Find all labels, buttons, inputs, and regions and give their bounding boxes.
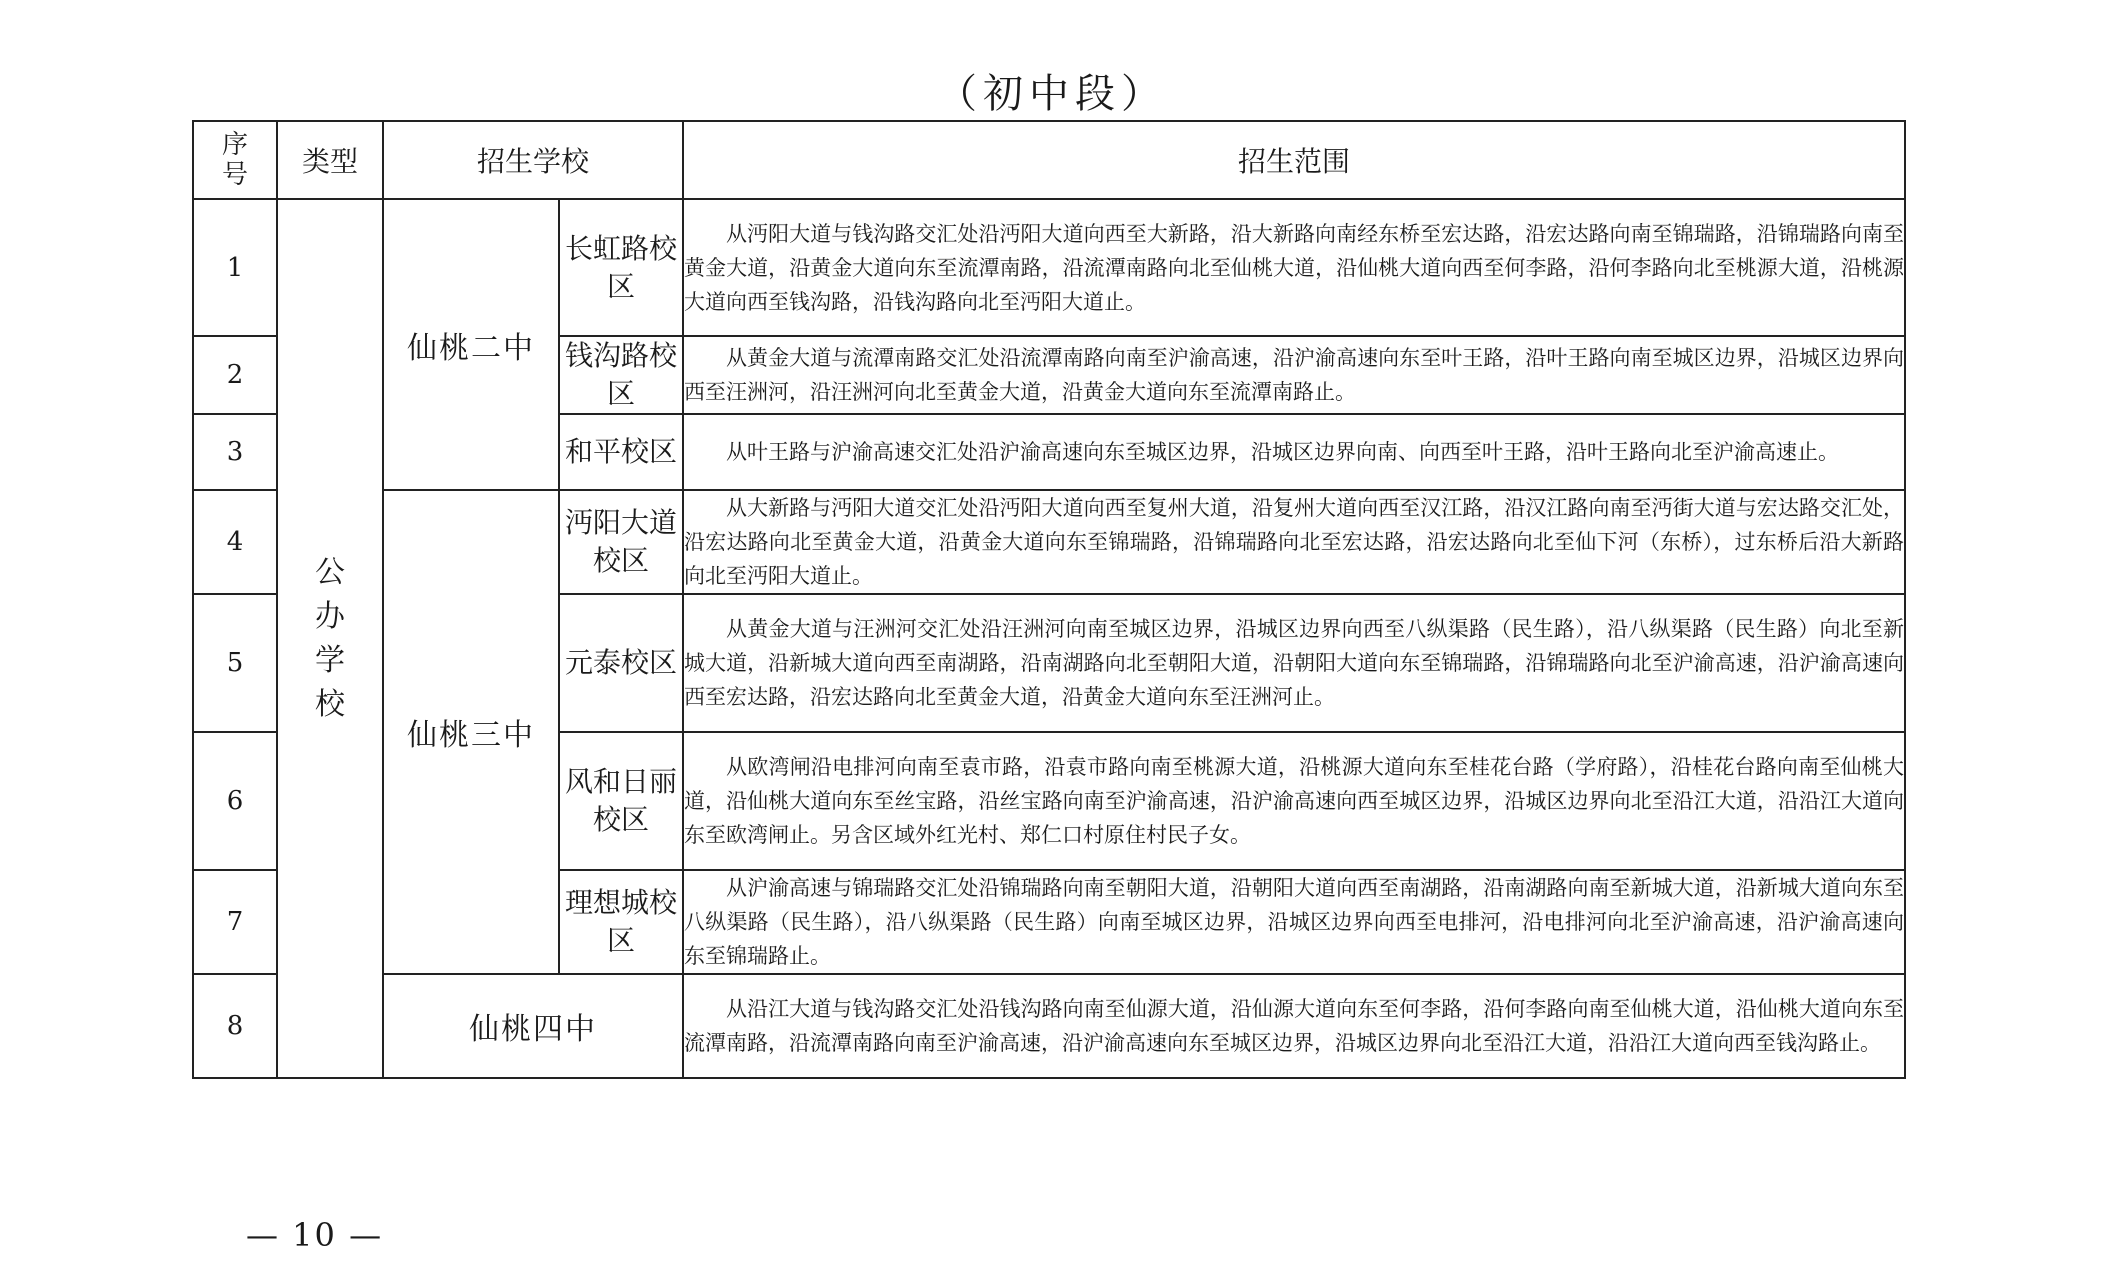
table-row xyxy=(193,199,1905,336)
header-seq: 序号 xyxy=(193,121,277,199)
school-name: 仙桃四中 xyxy=(383,974,683,1078)
header-school: 招生学校 xyxy=(383,121,683,199)
range-text: 从欧湾闸沿电排河向南至袁市路，沿袁市路向南至桃源大道，沿桃源大道向东至桂花台路（学府路），沿桂花台路向南至仙桃大道，沿仙桃大道向东至丝宝路，沿丝宝路向南至沪渝高速，沿沪渝高速向西至城区边界，沿城区边界向北至沿江大道，沿沿江大道向东至欧湾闸止。另含区域外红光村、郑仁口村原住村民子女。 xyxy=(683,732,1905,870)
campus-name: 元泰校区 xyxy=(559,594,683,732)
school-name: 仙桃二中 xyxy=(383,199,559,490)
section-title: （初中段） xyxy=(937,71,1167,117)
range-text: 从沪渝高速与锦瑞路交汇处沿锦瑞路向南至朝阳大道，沿朝阳大道向西至南湖路，沿南湖路向南至新城大道，沿新城大道向东至八纵渠路（民生路），沿八纵渠路（民生路）向南至城区边界，沿城区边界向西至电排河，沿电排河向北至沪渝高速，沿沪渝高速向东至锦瑞路止。 xyxy=(683,870,1905,974)
type-label: 公办学校 xyxy=(315,554,345,722)
page-number: — 10 — xyxy=(246,1216,384,1254)
row-seq: 6 xyxy=(193,732,277,870)
campus-name: 沔阳大道校区 xyxy=(559,490,683,594)
row-seq: 7 xyxy=(193,870,277,974)
row-seq: 1 xyxy=(193,199,277,336)
table-header-row xyxy=(193,121,1905,199)
campus-name: 长虹路校区 xyxy=(559,199,683,336)
header-range: 招生范围 xyxy=(683,121,1905,199)
range-text: 从沔阳大道与钱沟路交汇处沿沔阳大道向西至大新路，沿大新路向南经东桥至宏达路，沿宏达路向南至锦瑞路，沿锦瑞路向南至黄金大道，沿黄金大道向东至流潭南路，沿流潭南路向北至仙桃大道，沿仙桃大道向西至何李路，沿何李路向北至桃源大道，沿桃源大道向西至钱沟路，沿钱沟路向北至沔阳大道止。 xyxy=(683,199,1905,336)
row-seq: 8 xyxy=(193,974,277,1078)
campus-name: 钱沟路校区 xyxy=(559,336,683,414)
range-text: 从黄金大道与流潭南路交汇处沿流潭南路向南至沪渝高速，沿沪渝高速向东至叶王路，沿叶王路向南至城区边界，沿城区边界向西至汪洲河，沿汪洲河向北至黄金大道，沿黄金大道向东至流潭南路止。 xyxy=(683,336,1905,414)
range-text: 从黄金大道与汪洲河交汇处沿汪洲河向南至城区边界，沿城区边界向西至八纵渠路（民生路），沿八纵渠路（民生路）向北至新城大道，沿新城大道向西至南湖路，沿南湖路向北至朝阳大道，沿朝阳大道向东至锦瑞路，沿锦瑞路向北至沪渝高速，沿沪渝高速向西至宏达路，沿宏达路向北至黄金大道，沿黄金大道向东至汪洲河止。 xyxy=(683,594,1905,732)
row-seq: 2 xyxy=(193,336,277,414)
range-text: 从沿江大道与钱沟路交汇处沿钱沟路向南至仙源大道，沿仙源大道向东至何李路，沿何李路向南至仙桃大道，沿仙桃大道向东至流潭南路，沿流潭南路向南至沪渝高速，沿沪渝高速向东至城区边界，沿城区边界向北至沿江大道，沿沿江大道向西至钱沟路止。 xyxy=(683,974,1905,1078)
table-row xyxy=(193,974,1905,1078)
campus-name: 和平校区 xyxy=(559,414,683,490)
row-seq: 4 xyxy=(193,490,277,594)
header-type: 类型 xyxy=(277,121,383,199)
type-cell xyxy=(277,199,383,1078)
row-seq: 3 xyxy=(193,414,277,490)
enrollment-table xyxy=(192,120,1906,1079)
campus-name: 风和日丽校区 xyxy=(559,732,683,870)
range-text: 从大新路与沔阳大道交汇处沿沔阳大道向西至复州大道，沿复州大道向西至汉江路，沿汉江路向南至沔街大道与宏达路交汇处，沿宏达路向北至黄金大道，沿黄金大道向东至锦瑞路，沿锦瑞路向北至宏达路，沿宏达路向北至仙下河（东桥），过东桥后沿大新路向北至沔阳大道止。 xyxy=(683,490,1905,594)
campus-name: 理想城校区 xyxy=(559,870,683,974)
table-row xyxy=(193,490,1905,594)
row-seq: 5 xyxy=(193,594,277,732)
range-text: 从叶王路与沪渝高速交汇处沿沪渝高速向东至城区边界，沿城区边界向南、向西至叶王路，沿叶王路向北至沪渝高速止。 xyxy=(683,414,1905,490)
school-name: 仙桃三中 xyxy=(383,490,559,974)
